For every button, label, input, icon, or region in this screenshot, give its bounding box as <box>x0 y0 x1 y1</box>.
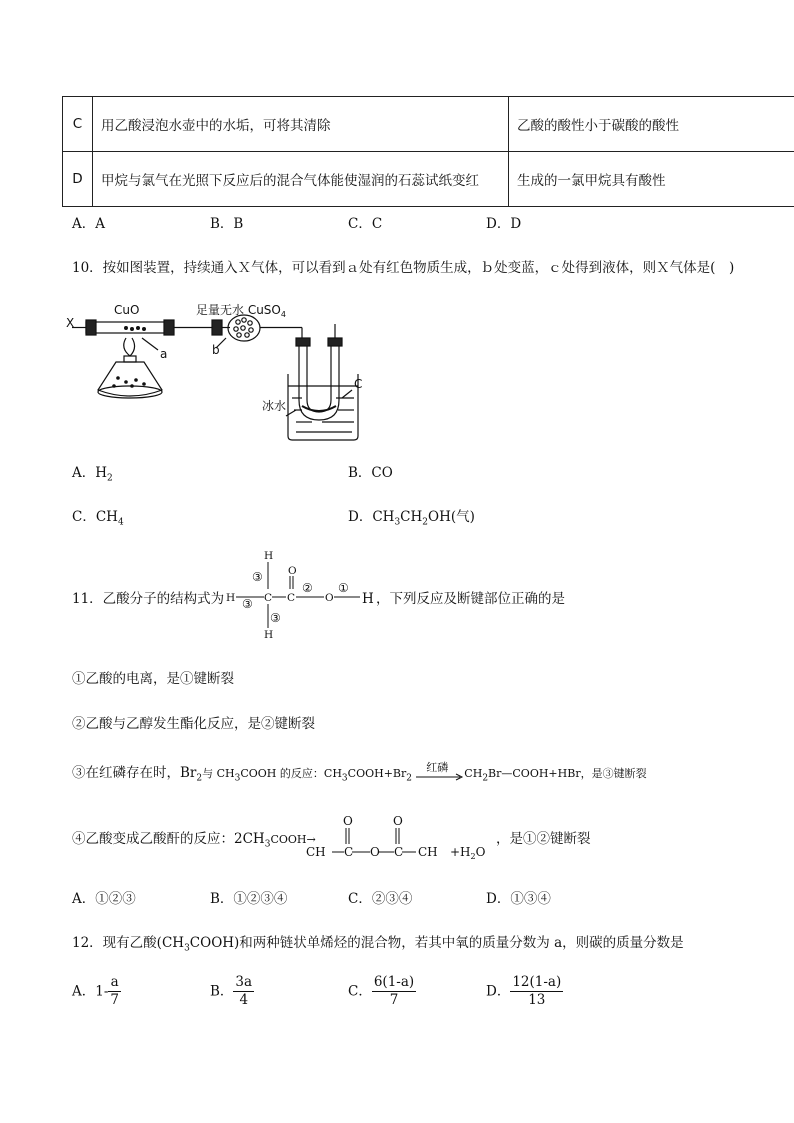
u-tube <box>296 324 342 420</box>
q10-option-d: D．$CH_3CH_2OH$(气) <box>348 509 475 528</box>
q12-stem: 12．现有乙酸$(CH_3COOH)$和两种链状单烯烃的混合物，若其中氧的质量分数为 a，则碳的质量分数是 <box>72 935 684 954</box>
arrow-condition: 红磷 <box>426 760 449 774</box>
q11-option-d: D．①③④ <box>486 891 551 907</box>
label-b: b <box>212 343 220 357</box>
cuo-sample <box>125 327 146 331</box>
q12-option-a: A．1- $\frac{a}{7}$ <box>72 974 119 1008</box>
q11-option-a: A．①②③ <box>72 891 136 907</box>
q12-option-d: D． $\frac{12(1-a)}{13}$ <box>486 974 562 1008</box>
q9-option-d: D．D <box>486 216 522 232</box>
q11-option-c: C．②③④ <box>348 891 413 907</box>
q11-statement-4-post: ，是①②键断裂 <box>496 831 591 847</box>
q11-statement-1: ①乙酸的电离，是①键断裂 <box>72 671 234 687</box>
atom-c: C <box>394 845 404 859</box>
bond-label-1: ① <box>338 581 349 595</box>
formula-ch3-right: CH <box>418 845 438 859</box>
bond-label-2: ② <box>302 581 313 595</box>
q9-option-c: C．C <box>348 216 383 232</box>
formula-ch3-left: CH <box>306 845 326 859</box>
acetic-acid-structure <box>224 548 360 644</box>
options-table <box>62 96 794 207</box>
atom-o: O <box>370 845 380 859</box>
label-reagent: 足量无水 CuSO$_4$ <box>196 303 286 319</box>
label-cuo: CuO <box>114 303 140 317</box>
atom-c: C <box>264 592 273 604</box>
label-c: C <box>354 377 363 391</box>
row-operation: 甲烷与氯气在光照下反应后的混合气体能使湿润的石蕊试纸变红 <box>93 152 509 207</box>
q10-option-c: C．$CH_4$ <box>72 509 124 528</box>
q10-option-a: A．$H_2$ <box>72 465 113 484</box>
apparatus-diagram <box>66 298 386 446</box>
atom-o: O <box>288 565 297 577</box>
drying-tube <box>212 315 302 341</box>
bond-label-3: ③ <box>252 570 263 584</box>
atom-c: C <box>344 845 354 859</box>
row-letter: D <box>63 152 93 207</box>
q12-option-c: C． $\frac{6(1-a)}{7}$ <box>348 974 415 1008</box>
q11-statement-4: ④乙酸变成乙酸酐的反应：$2CH_3COOH\to$ <box>72 831 316 850</box>
water-formula: $+H_2O$ <box>450 845 486 860</box>
reaction-arrow <box>416 760 464 781</box>
alcohol-lamp <box>98 338 162 398</box>
label-x: X <box>66 316 75 330</box>
atom-h: H <box>264 629 274 641</box>
q11-statement-2: ②乙酸与乙醇发生酯化反应，是②键断裂 <box>72 716 315 732</box>
atom-o: O <box>393 814 403 828</box>
q9-option-b: B．B <box>210 216 244 232</box>
row-conclusion: 乙酸的酸性小于碳酸的酸性 <box>509 97 794 152</box>
label-ice-water: 冰水 <box>262 399 287 413</box>
row-operation: 用乙酸浸泡水壶中的水垢，可将其清除 <box>93 97 509 152</box>
q11-structure-h: H <box>362 591 374 607</box>
bond-label-3: ③ <box>242 597 253 611</box>
q10-stem: 10．按如图装置，持续通入Ｘ气体，可以看到ａ处有红色物质生成，ｂ处变蓝，ｃ处得到液体，则Ｘ气体是( ) <box>72 260 735 276</box>
table-row <box>63 97 794 152</box>
q11-stem-pre: 11．乙酸分子的结构式为 <box>72 591 225 607</box>
q9-option-a: A．A <box>72 216 105 232</box>
atom-o: O <box>343 814 353 828</box>
table-row <box>63 152 794 207</box>
q11-statement-3: ③在红磷存在时，$Br_2$与 $CH_3COOH$ 的反应：$CH_3COOH+Br_2$ 红磷 $CH_2Br—COOH+HBr$，是③键断裂 <box>72 760 647 784</box>
label-a: a <box>160 347 168 361</box>
row-conclusion: 生成的一氯甲烷具有酸性 <box>509 152 794 207</box>
atom-o: O <box>325 592 334 604</box>
acetic-anhydride-structure <box>300 814 510 860</box>
q11-stem-post: ，下列反应及断键部位正确的是 <box>376 591 565 607</box>
q10-option-b: B．CO <box>348 465 393 481</box>
q11-option-b: B．①②③④ <box>210 891 288 907</box>
atom-h: H <box>226 592 236 604</box>
atom-c: C <box>287 592 296 604</box>
q12-option-b: B． $\frac{3a}{4}$ <box>210 974 253 1008</box>
row-letter: C <box>63 97 93 152</box>
bond-label-3: ③ <box>270 611 281 625</box>
atom-h: H <box>264 550 274 562</box>
